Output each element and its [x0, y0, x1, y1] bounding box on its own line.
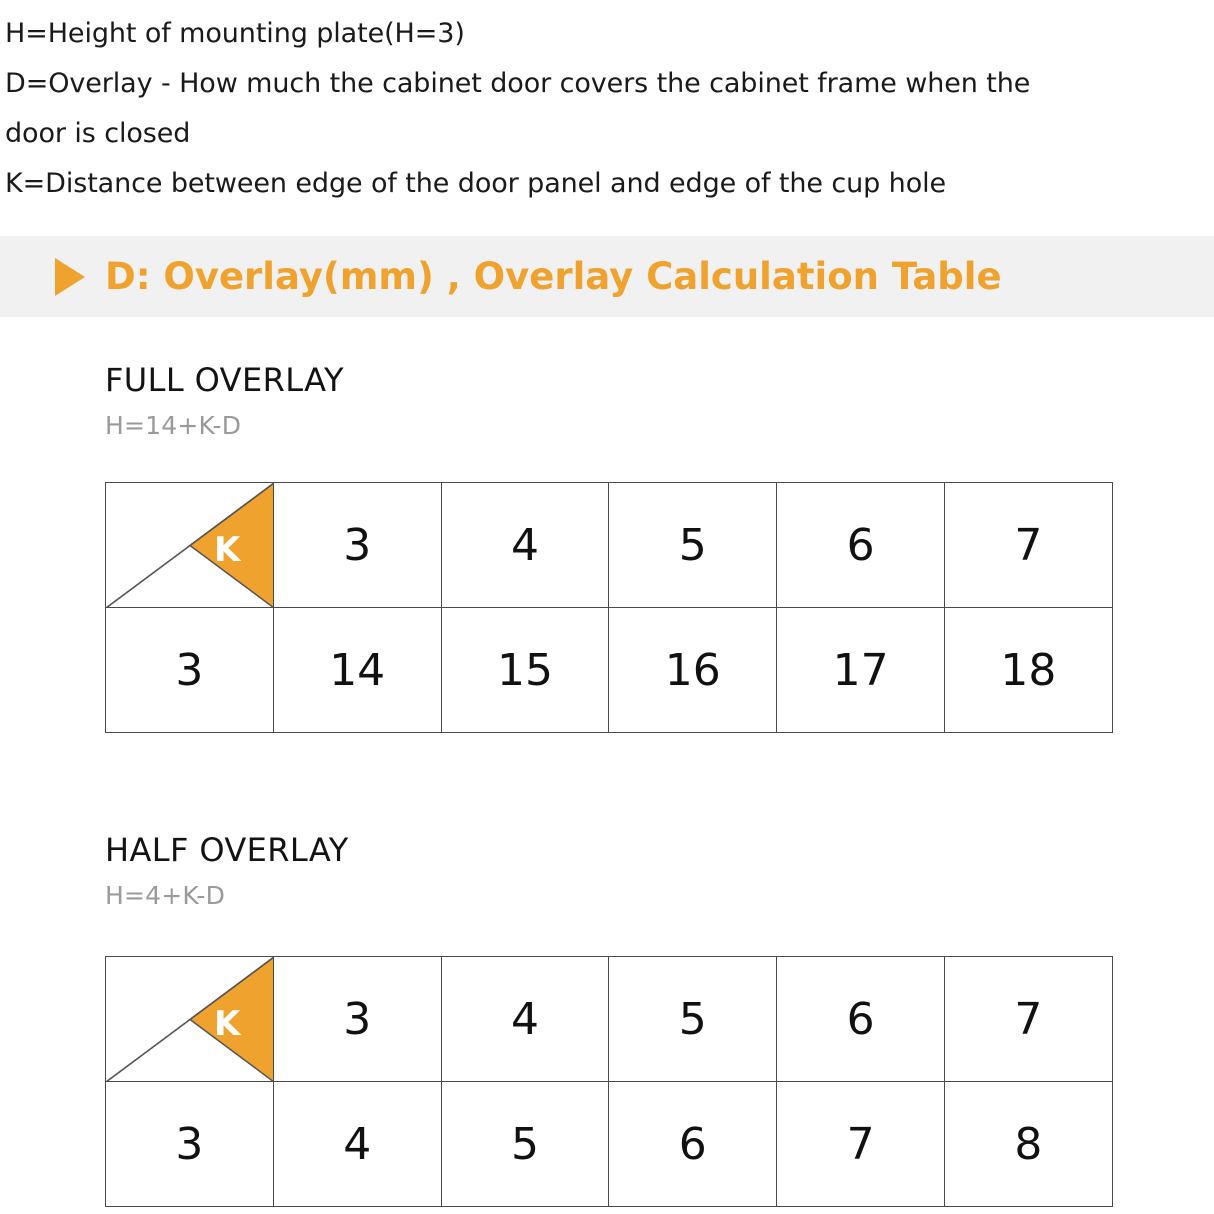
corner-legend-cell — [106, 957, 274, 1082]
half-overlay-table — [105, 956, 1113, 1207]
section-banner — [0, 236, 1214, 317]
header-cell: 4 — [441, 483, 609, 608]
header-cell: 7 — [944, 483, 1112, 608]
corner-label-k: K — [214, 530, 241, 570]
table-header-row — [106, 483, 1113, 608]
value-cell: 18 — [944, 608, 1112, 733]
header-cell: 7 — [944, 957, 1112, 1082]
corner-label-h: H — [172, 556, 201, 596]
header-cell: 6 — [777, 957, 945, 1082]
value-cell: 14 — [273, 608, 441, 733]
half-overlay-table-wrap — [105, 956, 1113, 1207]
value-cell: 4 — [273, 1082, 441, 1207]
header-cell: 6 — [777, 483, 945, 608]
header-cell: 4 — [441, 957, 609, 1082]
section-banner-title: D: Overlay(mm) , Overlay Calculation Table — [105, 255, 1002, 298]
corner-legend-cell — [106, 483, 274, 608]
definition-line-h: H=Height of mounting plate(H=3) — [5, 18, 465, 49]
full-overlay-table — [105, 482, 1113, 733]
full-overlay-section — [105, 361, 344, 440]
header-cell: 5 — [609, 483, 777, 608]
table-header-row — [106, 957, 1113, 1082]
header-cell: 3 — [273, 483, 441, 608]
full-overlay-formula: H=14+K-D — [105, 411, 242, 440]
value-cell: 16 — [609, 608, 777, 733]
value-cell: 6 — [609, 1082, 777, 1207]
half-overlay-formula: H=4+K-D — [105, 881, 226, 910]
corner-label-k: K — [214, 1004, 241, 1044]
table-row — [106, 608, 1113, 733]
half-overlay-section — [105, 831, 349, 910]
definition-line-k: K=Distance between edge of the door panel and edge of the cup hole — [5, 168, 947, 199]
value-cell: 15 — [441, 608, 609, 733]
definitions-list — [0, 9, 1214, 209]
corner-label-d: D — [144, 502, 173, 542]
value-cell: 17 — [777, 608, 945, 733]
value-cell: 5 — [441, 1082, 609, 1207]
triangle-right-icon — [55, 258, 85, 296]
full-overlay-title: FULL OVERLAY — [105, 361, 344, 399]
header-cell: 5 — [609, 957, 777, 1082]
half-overlay-title: HALF OVERLAY — [105, 831, 349, 869]
full-overlay-table-wrap — [105, 482, 1113, 733]
row-header-cell: 3 — [106, 608, 274, 733]
definition-line-d-cont: door is closed — [5, 118, 191, 149]
value-cell: 7 — [777, 1082, 945, 1207]
value-cell: 8 — [944, 1082, 1112, 1207]
definition-line-d: D=Overlay - How much the cabinet door covers the cabinet frame when the — [5, 68, 1031, 99]
table-row — [106, 1082, 1113, 1207]
row-header-cell: 3 — [106, 1082, 274, 1207]
corner-label-h: H — [172, 1030, 201, 1070]
corner-label-d: D — [144, 976, 173, 1016]
header-cell: 3 — [273, 957, 441, 1082]
